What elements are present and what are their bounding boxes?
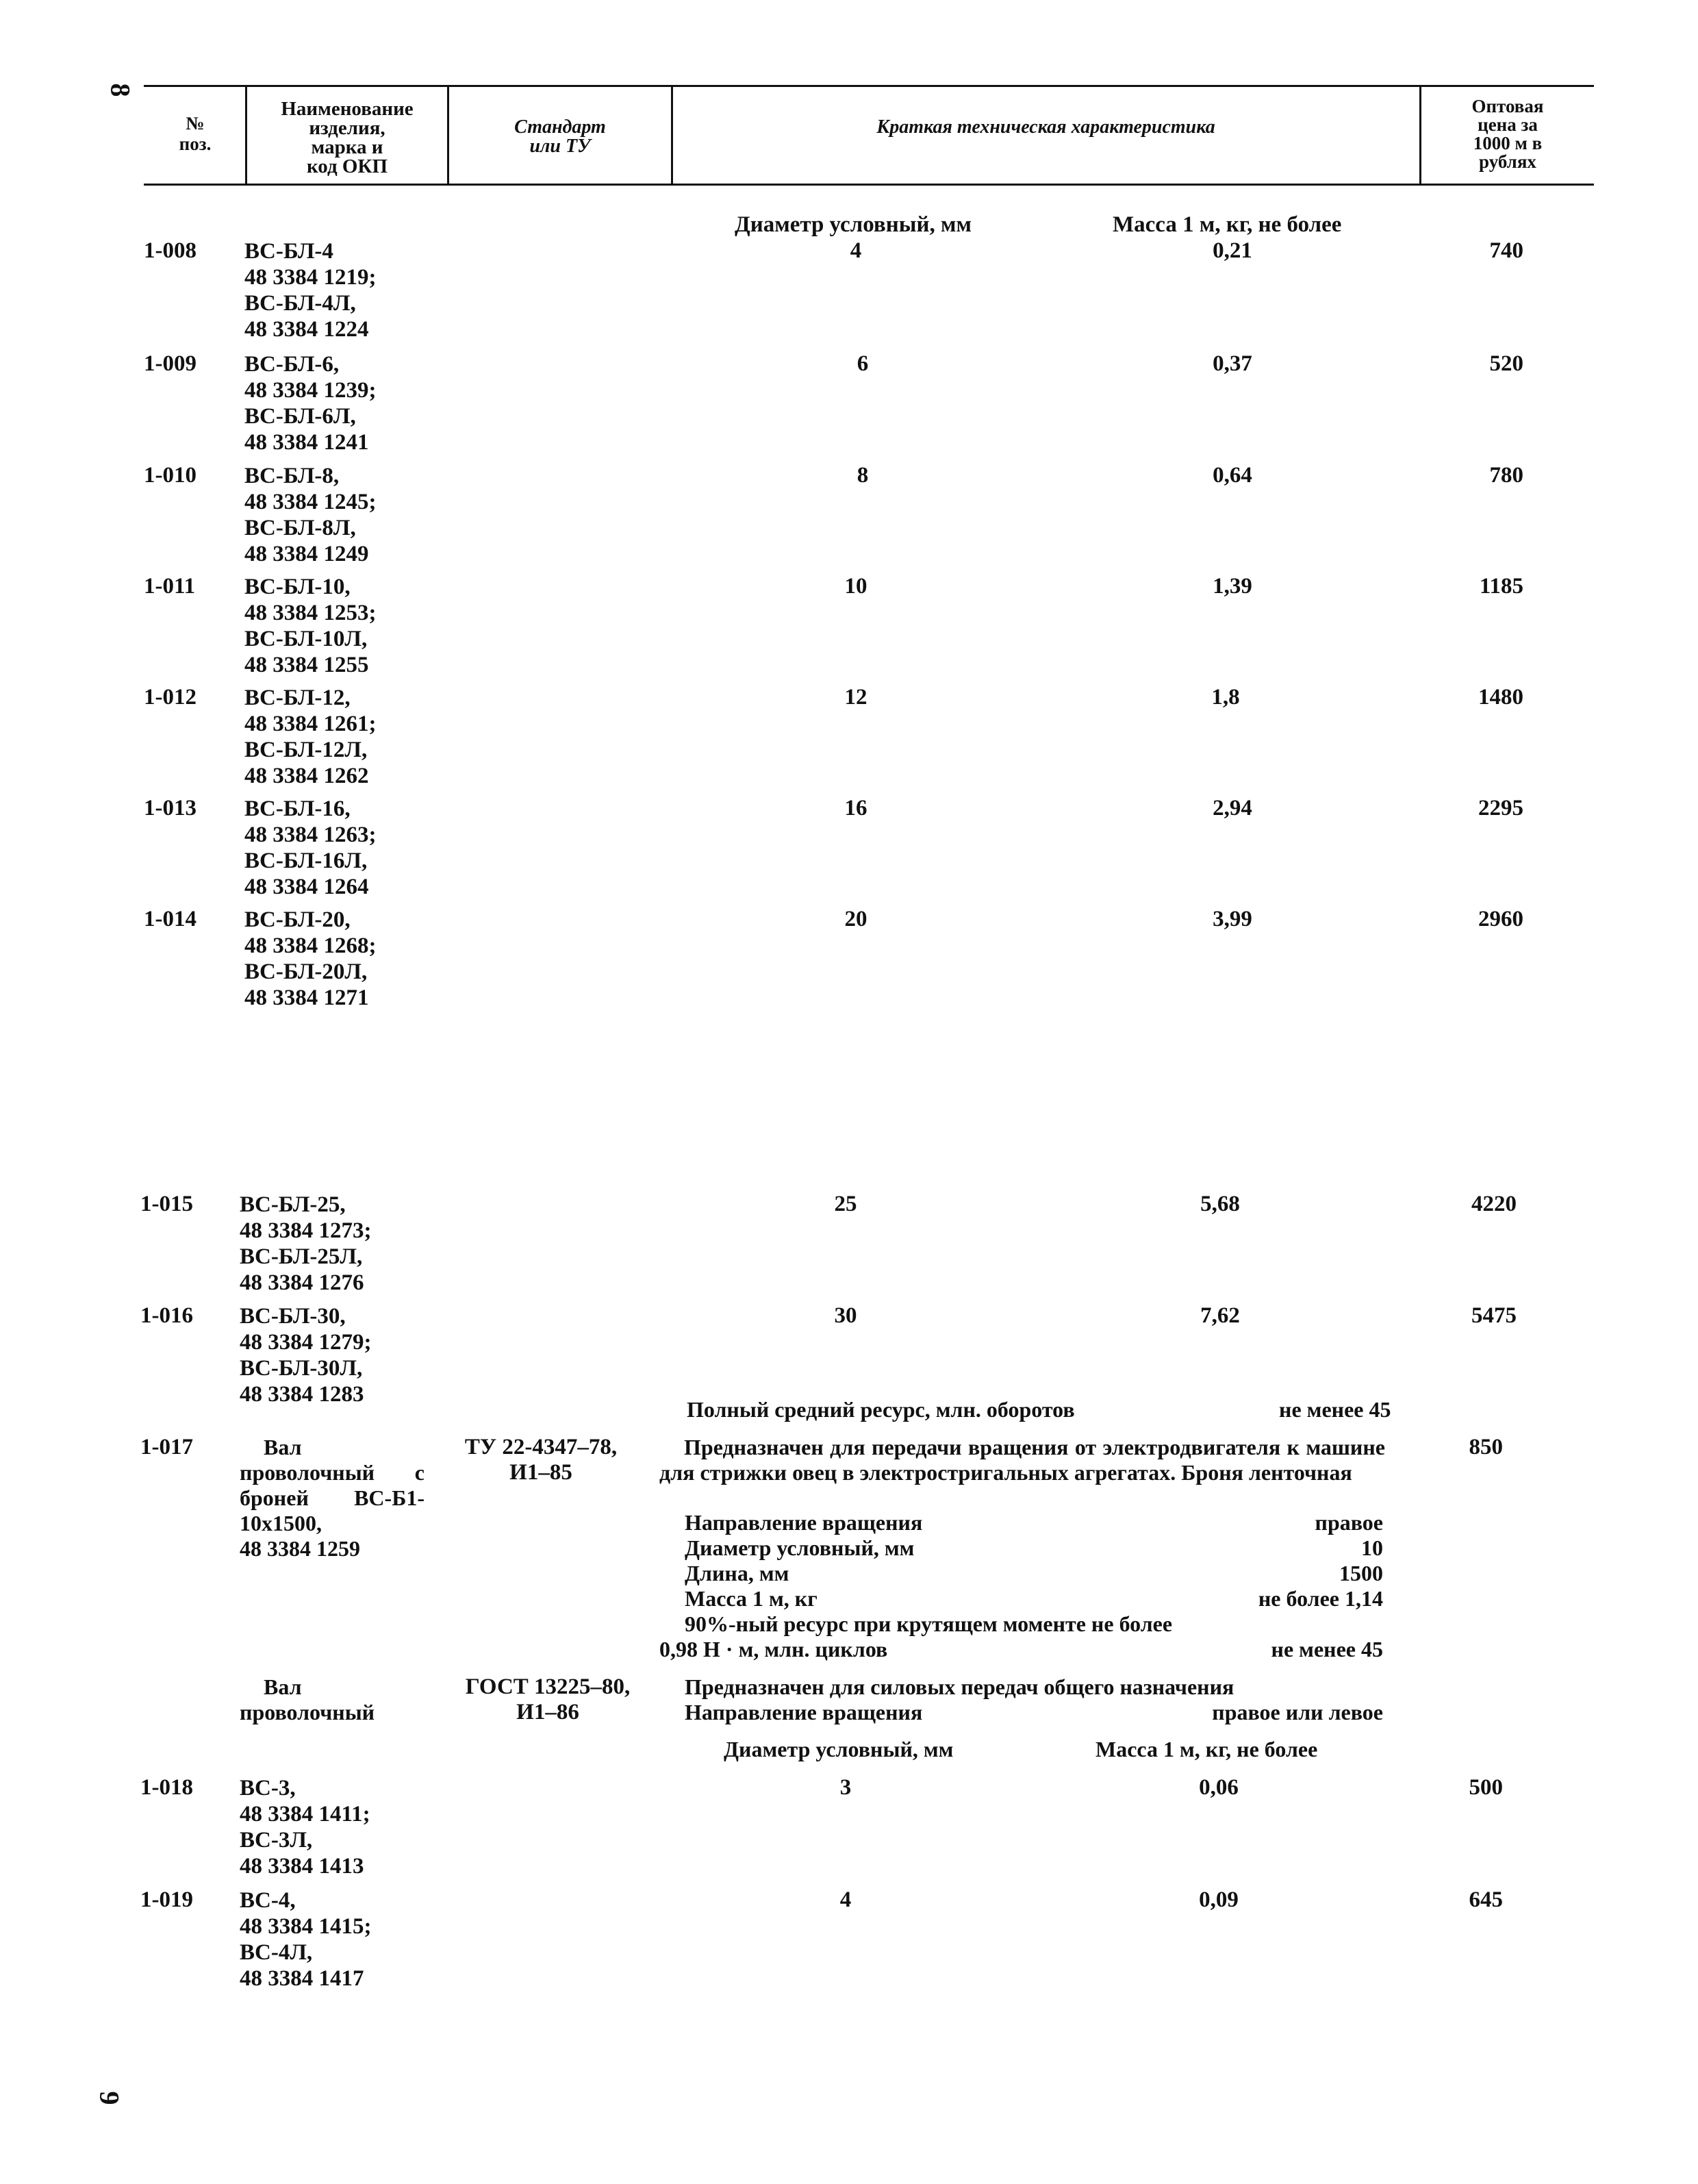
row-pos: 1-013 xyxy=(144,796,197,820)
row-name: ВС-3, 48 3384 1411; ВС-3Л, 48 3384 1413 xyxy=(240,1776,370,1879)
row-diameter: 12 xyxy=(844,685,867,710)
torque-value: не менее 45 xyxy=(1271,1637,1383,1661)
row-diameter: 20 xyxy=(844,907,867,931)
spec-label: Диаметр условный, мм xyxy=(685,1535,915,1560)
row-pos: 1-017 xyxy=(140,1435,193,1459)
header-top-rule xyxy=(144,85,1594,87)
row-name: Вал проволочный с броней ВС-Б1-10х1500, 48 3384 1259 xyxy=(240,1435,424,1561)
row-diameter: 16 xyxy=(844,796,867,820)
row-description: Предназначен для передачи вращения от электродвигателя к машине для стрижки овец в электростригальных агрегатах. Броня ленточная xyxy=(659,1435,1385,1485)
row-standard: ТУ 22-4347–78, И1–85 xyxy=(464,1435,618,1485)
spec-value: 10 xyxy=(1361,1535,1383,1560)
row-price: 520 xyxy=(1489,351,1523,376)
row-price: 645 xyxy=(1469,1887,1503,1912)
row-mass: 0,64 xyxy=(1213,463,1252,488)
row-diameter: 25 xyxy=(834,1192,857,1216)
header-divider-4 xyxy=(1419,85,1421,186)
row-name: ВС-БЛ-8, 48 3384 1245; ВС-БЛ-8Л, 48 3384 1249 xyxy=(244,464,377,566)
row-name: ВС-БЛ-16, 48 3384 1263; ВС-БЛ-16Л, 48 3384 1264 xyxy=(244,796,377,899)
row-mass: 0,06 xyxy=(1199,1775,1239,1800)
row-pos: 1-014 xyxy=(144,907,197,931)
row-diameter: 6 xyxy=(857,351,869,376)
spec-label: Длина, мм xyxy=(685,1561,789,1585)
row-pos: 1-012 xyxy=(144,685,197,710)
row-price: 2960 xyxy=(1478,907,1523,931)
torque-line-2 xyxy=(659,1637,1383,1662)
header-bottom-rule xyxy=(144,184,1594,186)
header-standard: Стандарт или ТУ xyxy=(514,116,606,157)
row-mass: 1,8 xyxy=(1211,685,1240,710)
row-name: ВС-БЛ-6, 48 3384 1239; ВС-БЛ-6Л, 48 3384 1241 xyxy=(244,352,377,455)
header-price: Оптовая цена за 1000 м в рублях xyxy=(1471,96,1544,172)
row-diameter: 10 xyxy=(844,574,867,599)
row-mass: 0,09 xyxy=(1199,1887,1239,1912)
row-price: 5475 xyxy=(1471,1303,1517,1328)
group2-direction xyxy=(685,1700,1383,1725)
row-name: ВС-БЛ-25, 48 3384 1273; ВС-БЛ-25Л, 48 3384 1276 xyxy=(240,1192,372,1295)
row-diameter: 3 xyxy=(839,1775,852,1800)
group2-description: Предназначен для силовых передач общего назначения xyxy=(685,1674,1234,1699)
row-name: ВС-БЛ-30, 48 3384 1279; ВС-БЛ-30Л, 48 3384 1283 xyxy=(240,1304,372,1407)
row-mass: 1,39 xyxy=(1213,574,1252,599)
resource-label: Полный средний ресурс, млн. оборотов xyxy=(687,1397,1075,1422)
row-mass: 5,68 xyxy=(1200,1192,1240,1216)
row-pos: 1-011 xyxy=(144,574,196,599)
row-diameter: 30 xyxy=(834,1303,857,1328)
resource-value: не менее 45 xyxy=(1279,1397,1391,1422)
header-divider-3 xyxy=(671,85,673,186)
subheader-diameter: Диаметр условный, мм xyxy=(735,212,972,237)
spec-label: Направление вращения xyxy=(685,1700,923,1724)
spec-label: Масса 1 м, кг xyxy=(685,1586,818,1611)
row-name: ВС-БЛ-20, 48 3384 1268; ВС-БЛ-20Л, 48 3384 1271 xyxy=(244,907,377,1010)
row-price: 2295 xyxy=(1478,796,1523,820)
subheader-mass: Масса 1 м, кг, не более xyxy=(1113,212,1342,237)
page-number-top: 8 xyxy=(105,83,136,97)
row-price: 780 xyxy=(1489,463,1523,488)
page-number-bottom: 9 xyxy=(94,2091,125,2105)
spec-mass xyxy=(685,1586,1383,1611)
row-pos: 1-016 xyxy=(140,1303,193,1328)
row-diameter: 4 xyxy=(839,1887,852,1912)
row-mass: 0,37 xyxy=(1213,351,1252,376)
row-price: 740 xyxy=(1489,238,1523,263)
row-mass: 2,94 xyxy=(1213,796,1252,820)
row-price: 850 xyxy=(1469,1435,1503,1459)
header-pos: № поз. xyxy=(179,113,212,154)
header-name: Наименование изделия, марка и код ОКП xyxy=(281,98,414,177)
group2-name: Вал проволочный xyxy=(240,1674,375,1724)
torque-label: 0,98 Н · м, млн. циклов xyxy=(659,1637,888,1661)
row-price: 500 xyxy=(1469,1775,1503,1800)
row-pos: 1-019 xyxy=(140,1887,193,1912)
row-name: ВС-БЛ-10, 48 3384 1253; ВС-БЛ-10Л, 48 3384 1255 xyxy=(244,575,377,677)
row-name: ВС-БЛ-12, 48 3384 1261; ВС-БЛ-12Л, 48 3384 1262 xyxy=(244,686,377,788)
row-name: ВС-БЛ-4 48 3384 1219; ВС-БЛ-4Л, 48 3384 1224 xyxy=(244,239,377,342)
header-characteristic: Краткая техническая характеристика xyxy=(876,116,1215,138)
row-price: 1185 xyxy=(1479,574,1523,599)
header-divider-2 xyxy=(447,85,449,186)
spec-value: правое или левое xyxy=(1212,1700,1383,1724)
row-diameter: 4 xyxy=(850,238,862,263)
subheader-diameter: Диаметр условный, мм xyxy=(724,1737,954,1761)
row-pos: 1-009 xyxy=(144,351,197,376)
spec-length xyxy=(685,1561,1383,1586)
spec-label: Направление вращения xyxy=(685,1510,923,1535)
row-price: 4220 xyxy=(1471,1192,1517,1216)
row-mass: 3,99 xyxy=(1213,907,1252,931)
torque-line-1: 90%-ный ресурс при крутящем моменте не более xyxy=(685,1611,1173,1636)
group2-standard: ГОСТ 13225–80, И1–86 xyxy=(465,1674,631,1724)
spec-value: не более 1,14 xyxy=(1258,1586,1383,1611)
header-divider-1 xyxy=(245,85,247,186)
row-mass: 7,62 xyxy=(1200,1303,1240,1328)
spec-value: правое xyxy=(1315,1510,1383,1535)
subheader-mass: Масса 1 м, кг, не более xyxy=(1095,1737,1318,1761)
spec-direction xyxy=(685,1510,1383,1535)
row-mass: 0,21 xyxy=(1213,238,1252,263)
spec-value: 1500 xyxy=(1339,1561,1383,1585)
row-pos: 1-018 xyxy=(140,1775,193,1800)
row-diameter: 8 xyxy=(857,463,869,488)
row-pos: 1-015 xyxy=(140,1192,193,1216)
row-name: ВС-4, 48 3384 1415; ВС-4Л, 48 3384 1417 xyxy=(240,1888,372,1991)
row-price: 1480 xyxy=(1478,685,1523,710)
row-pos: 1-010 xyxy=(144,463,197,488)
row-pos: 1-008 xyxy=(144,238,197,263)
spec-diameter xyxy=(685,1535,1383,1561)
